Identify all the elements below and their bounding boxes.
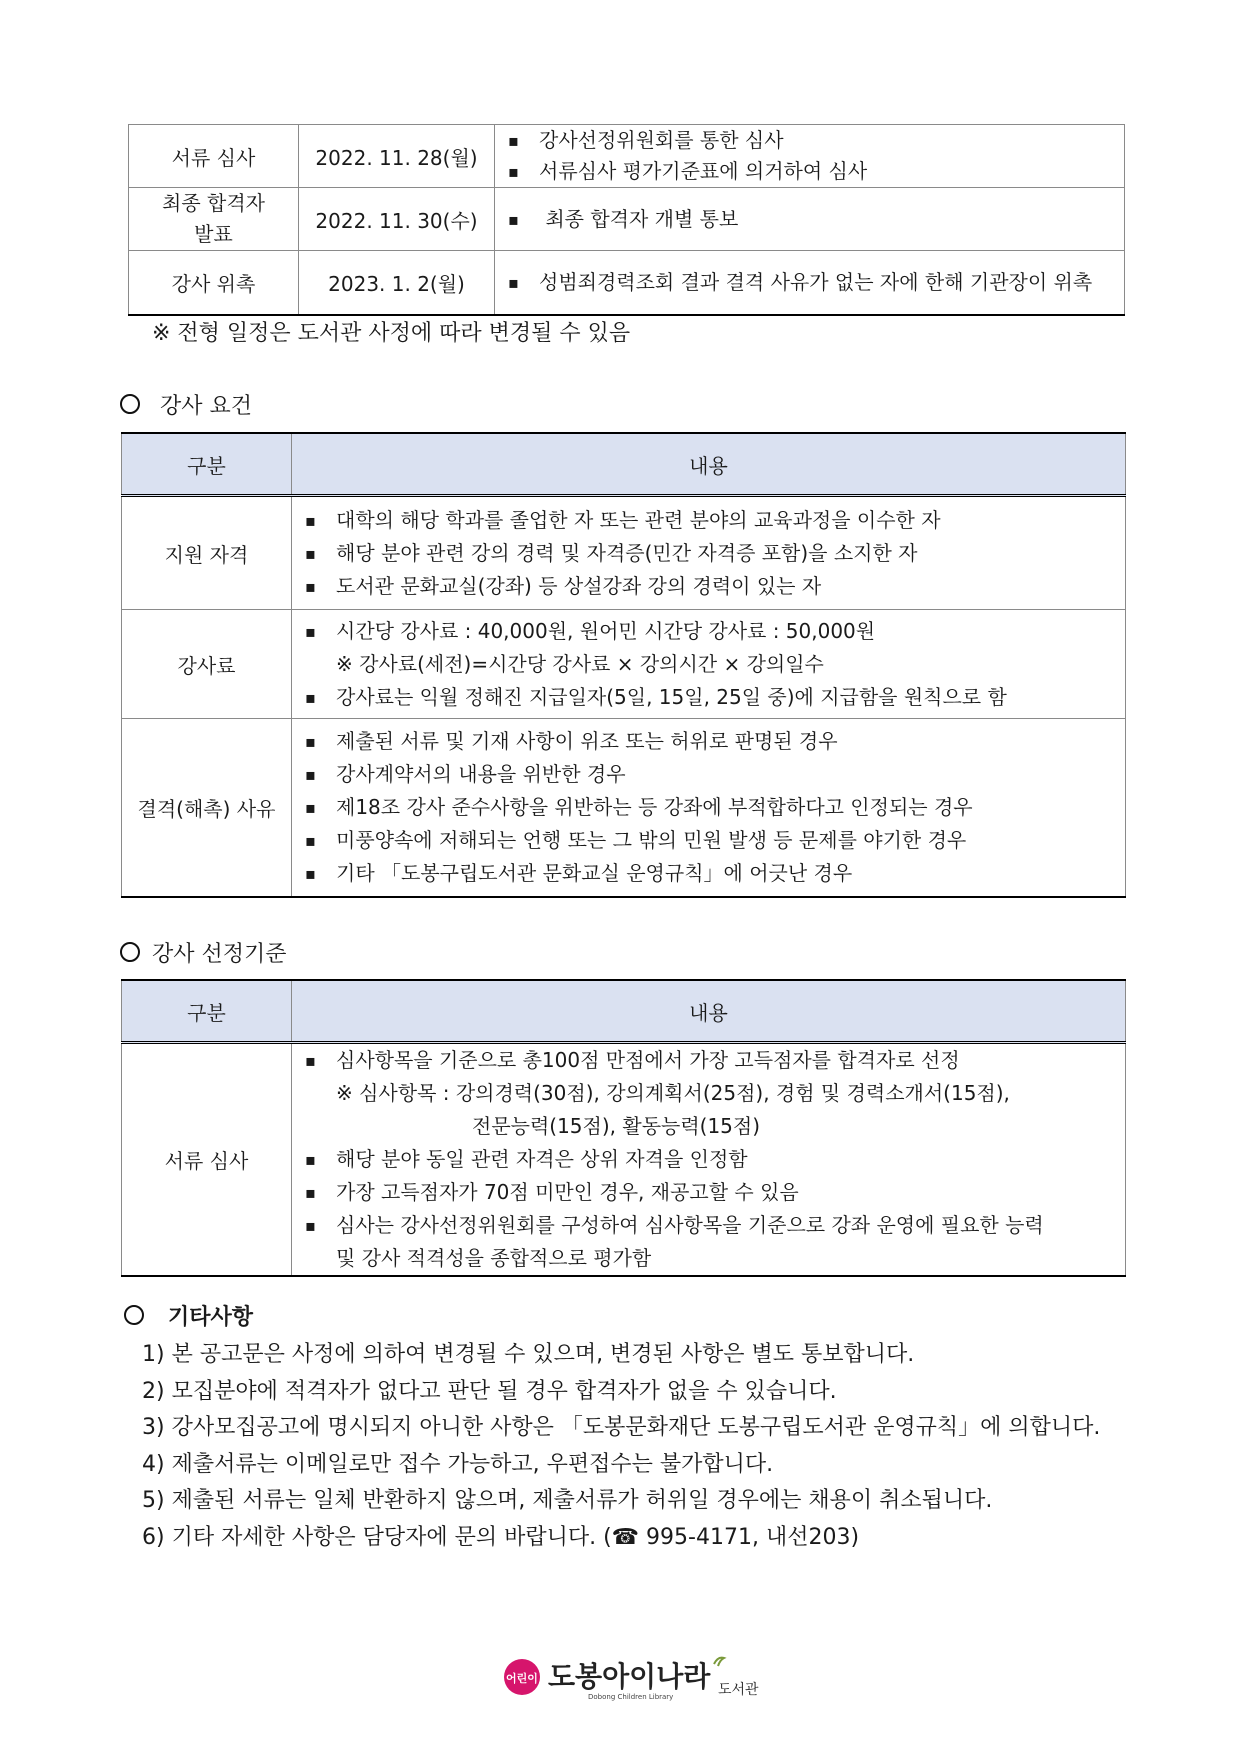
row-label: 지원 자격 <box>122 496 292 610</box>
schedule-content <box>495 125 1125 188</box>
header-content: 내용 <box>292 980 1126 1043</box>
list-item: 5) 제출된 서류는 일체 반환하지 않으며, 제출서류가 허위일 경우에는 채용이 취소됩니다. <box>142 1488 993 1513</box>
list-item: ▪ 가장 고득점자가 70점 미만인 경우, 재공고할 수 있음 <box>292 1176 1125 1209</box>
list-item: ▪ 강사계약서의 내용을 위반한 경우 <box>292 758 1125 791</box>
schedule-date: 2022. 11. 28(월) <box>299 125 495 188</box>
logo-suffix: 도서관 <box>718 1682 759 1698</box>
criteria-note: ※ 심사항목 : 강의경력(30점), 강의계획서(25점), 경험 및 경력소개서(15점), <box>336 1081 1010 1105</box>
list-item: ▪ 대학의 해당 학과를 졸업한 자 또는 관련 분야의 교육과정을 이수한 자 <box>292 504 1125 537</box>
table-row <box>129 125 1125 188</box>
schedule-content <box>495 251 1125 315</box>
row-label: 강사료 <box>122 610 292 719</box>
list-item: ▪ 제출된 서류 및 기재 사항이 위조 또는 허위로 판명된 경우 <box>292 725 1125 758</box>
section-heading-etc <box>124 1300 253 1331</box>
schedule-table <box>128 124 1125 316</box>
schedule-label: 서류 심사 <box>129 125 299 188</box>
schedule-label-line: 최종 합격자 <box>162 191 265 215</box>
schedule-note: ※ 전형 일정은 도서관 사정에 따라 변경될 수 있음 <box>152 321 631 346</box>
table-header <box>122 980 1126 1043</box>
table-row <box>122 1043 1126 1277</box>
schedule-label: 강사 위촉 <box>129 251 299 315</box>
header-category: 구분 <box>122 433 292 496</box>
row-content <box>292 496 1126 610</box>
logo-name: 도봉아이나라 <box>548 1660 711 1693</box>
list-item-continuation: 및 강사 적격성을 종합적으로 평가함 <box>336 1246 652 1270</box>
logo-english: Dobong Children Library <box>588 1693 674 1701</box>
logo-mark-text: 어린이 <box>506 1672 538 1685</box>
list-item: ▪ 심사항목을 기준으로 총100점 만점에서 가장 고득점자를 합격자로 선정 <box>292 1044 1125 1077</box>
list-item: ▪ 제18조 강사 준수사항을 위반하는 등 강좌에 부적합하다고 인정되는 경우 <box>292 791 1125 824</box>
list-item: ▪ 강사료는 익월 정해진 지급일자(5일, 15일, 25일 중)에 지급함을 원칙으로 함 <box>292 681 1125 714</box>
list-item: 2) 모집분야에 적격자가 없다고 판단 될 경우 합격자가 없을 수 있습니다. <box>142 1378 837 1404</box>
section-heading-criteria <box>120 937 287 968</box>
criteria-note: 전문능력(15점), 활동능력(15점) <box>472 1114 761 1138</box>
criteria-table <box>121 979 1126 1277</box>
circle-bullet-icon <box>124 1305 144 1325</box>
list-item: ▪ 성범죄경력조회 결과 결격 사유가 없는 자에 한해 기관장이 위촉 <box>495 266 1124 299</box>
sprout-icon <box>714 1658 724 1666</box>
row-label: 결격(해촉) 사유 <box>122 719 292 897</box>
row-label: 서류 심사 <box>122 1043 292 1277</box>
section-title: 강사 요건 <box>160 394 253 419</box>
list-item: ▪ 시간당 강사료 : 40,000원, 원어민 시간당 강사료 : 50,000원 <box>292 615 1125 648</box>
list-item: ▪ 강사선정위원회를 통한 심사 <box>495 125 1124 156</box>
library-logo <box>500 1652 760 1702</box>
table-row <box>129 251 1125 315</box>
list-item: 1) 본 공고문은 사정에 의하여 변경될 수 있으며, 변경된 사항은 별도 통보합니다. <box>142 1342 915 1367</box>
header-content: 내용 <box>292 433 1126 496</box>
section-title: 강사 선정기준 <box>152 942 287 967</box>
row-content <box>292 610 1126 719</box>
row-content <box>292 1043 1126 1277</box>
table-row <box>122 610 1126 719</box>
schedule-content <box>495 188 1125 251</box>
list-item: ▪ 해당 분야 동일 관련 자격은 상위 자격을 인정함 <box>292 1143 1125 1176</box>
schedule-label <box>129 188 299 251</box>
section-title: 기타사항 <box>168 1305 254 1330</box>
list-item: ▪ 해당 분야 관련 강의 경력 및 자격증(민간 자격증 포함)을 소지한 자 <box>292 537 1125 570</box>
list-item: ▪ 기타 「도봉구립도서관 문화교실 운영규칙」에 어긋난 경우 <box>292 857 1125 890</box>
schedule-label-line: 발표 <box>194 222 233 246</box>
list-item: 4) 제출서류는 이메일로만 접수 가능하고, 우편접수는 불가합니다. <box>142 1451 774 1477</box>
etc-list <box>142 1337 1100 1556</box>
schedule-date: 2023. 1. 2(월) <box>299 251 495 315</box>
fee-note: ※ 강사료(세전)=시간당 강사료 × 강의시간 × 강의일수 <box>336 651 824 676</box>
row-content <box>292 719 1126 897</box>
table-header <box>122 433 1126 496</box>
circle-bullet-icon <box>120 942 140 962</box>
list-item: ▪ 미풍양속에 저해되는 언행 또는 그 밖의 민원 발생 등 문제를 야기한 경우 <box>292 824 1125 857</box>
list-item: ▪ 심사는 강사선정위원회를 구성하여 심사항목을 기준으로 강좌 운영에 필요한 능력 <box>292 1209 1125 1242</box>
list-item: 6) 기타 자세한 사항은 담당자에 문의 바랍니다. (☎ 995-4171, 내선203) <box>142 1524 860 1550</box>
header-category: 구분 <box>122 980 292 1043</box>
list-item: 3) 강사모집공고에 명시되지 아니한 사항은 「도봉문화재단 도봉구립도서관 운영규칙」에 의합니다. <box>142 1415 1101 1440</box>
table-row <box>122 496 1126 610</box>
table-row <box>122 719 1126 897</box>
table-row <box>129 188 1125 251</box>
section-heading-requirements <box>120 389 252 420</box>
requirements-table <box>121 432 1126 898</box>
circle-bullet-icon <box>120 394 140 414</box>
list-item: ▪ 최종 합격자 개별 통보 <box>495 203 1124 236</box>
schedule-date: 2022. 11. 30(수) <box>299 188 495 251</box>
list-item: ▪ 도서관 문화교실(강좌) 등 상설강좌 강의 경력이 있는 자 <box>292 570 1125 603</box>
list-item: ▪ 서류심사 평가기준표에 의거하여 심사 <box>495 156 1124 187</box>
